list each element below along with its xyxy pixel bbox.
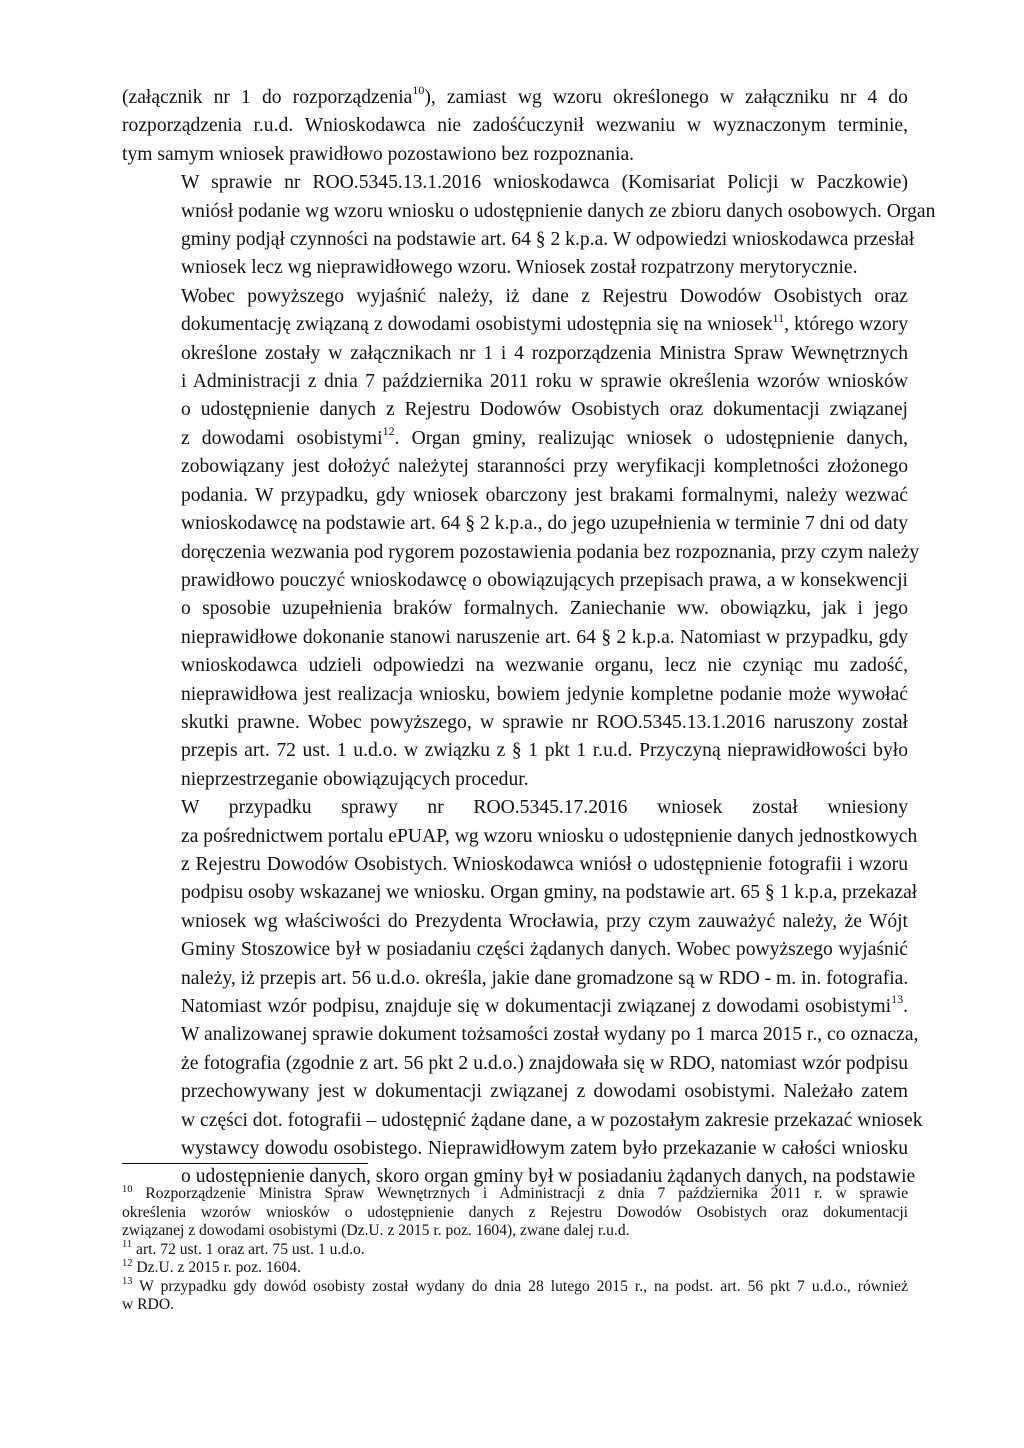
text-segment: wystawcy dowodu osobistego. Nieprawidłowym zatem było przekazanie w całości wniosku <box>181 1138 908 1160</box>
text-segment: Natomiast wzór podpisu, znajduje się w dokumentacji związanej z dowodami osobistymi <box>181 996 892 1017</box>
text-line <box>122 1107 923 1135</box>
text-line <box>122 283 908 311</box>
text-line <box>122 425 908 453</box>
footnote-number: 11 <box>122 1239 133 1251</box>
document-body <box>122 83 936 1192</box>
footnote-line <box>122 1222 908 1241</box>
text-line <box>122 823 918 851</box>
text-segment: że fotografia (zgodnie z art. 56 pkt 2 u.d.o.) znajdowała się w RDO, natomiast wzór podpisu <box>181 1052 908 1074</box>
footnote-line <box>122 1241 908 1260</box>
text-line <box>122 368 908 396</box>
footnote-text: związanej z dowodami osobistymi (Dz.U. z 2015 r. poz. 1604), zwane dalej r.u.d. <box>122 1222 630 1239</box>
text-segment: zobowiązany jest dołożyć należytej staranności przy weryfikacji kompletności złożonego <box>181 456 908 478</box>
text-line <box>122 169 908 197</box>
text-line <box>122 1050 908 1078</box>
footnote-text: w RDO. <box>122 1296 174 1313</box>
text-segment: wnioskodawca udzieli odpowiedzi na wezwanie organu, lecz nie czyniąc mu zadość, <box>181 655 908 677</box>
paragraph <box>122 794 923 1192</box>
footnote <box>122 1241 908 1260</box>
text-segment: nieprzestrzeganie obowiązujących procedur. <box>181 768 529 790</box>
text-line <box>122 396 908 424</box>
text-line <box>122 84 908 112</box>
text-line <box>122 311 908 339</box>
text-line <box>122 340 908 368</box>
footnote-number: 13 <box>122 1276 133 1288</box>
text-segment: ), zamiast wg wzoru określonego w załączniku nr 4 do <box>424 87 908 108</box>
text-segment: o udostępnienie danych, skoro organ gminy był w posiadaniu żądanych danych, na podstawie <box>181 1166 916 1188</box>
text-segment: skutki prawne. Wobec powyższego, w sprawie nr ROO.5345.13.1.2016 naruszony został <box>181 711 908 733</box>
text-segment: wnioskodawcę na podstawie art. 64 § 2 k.p.a., do jego uzupełnienia w terminie 7 dni od daty <box>181 513 908 535</box>
text-segment: (załącznik nr 1 do rozporządzenia <box>122 87 413 108</box>
footnote-ref: 13 <box>891 992 904 1007</box>
text-segment: W przypadku sprawy nr ROO.5345.17.2016 wniosek został wniesiony <box>181 797 908 819</box>
text-segment: przepis art. 72 ust. 1 u.d.o. w związku z § 1 pkt 1 r.u.d. Przyczyną nieprawidłowości było <box>181 740 908 762</box>
text-segment: wniosek wg właściwości do Prezydenta Wrocławia, przy czym zauważyć należy, że Wójt <box>181 910 908 932</box>
text-line <box>122 652 908 680</box>
text-segment: o sposobie uzupełnienia braków formalnych. Zaniechanie ww. obowiązku, jak i jego <box>181 598 908 620</box>
paragraph <box>122 84 908 169</box>
text-segment: w części dot. fotografii – udostępnić żądane dane, a w pozostałym zakresie przekazać wniosek <box>181 1109 923 1131</box>
footnote-text: Dz.U. z 2015 r. poz. 1604. <box>132 1259 301 1276</box>
text-segment: i Administracji z dnia 7 października 2011 roku w sprawie określenia wzorów wniosków <box>181 371 908 393</box>
footnote-ref: 12 <box>382 424 395 439</box>
footnote-line <box>122 1278 908 1297</box>
text-segment: doręczenia wezwania pod rygorem pozostawienia podania bez rozpoznania, przy czym należy <box>181 541 920 563</box>
text-line <box>122 198 936 226</box>
text-segment: nieprawidłowe dokonanie stanowi naruszenie art. 64 § 2 k.p.a. Natomiast w przypadku, gdy <box>181 626 908 648</box>
text-segment: prawidłowo pouczyć wnioskodawcę o obowiązujących przepisach prawa, a w konsekwencji <box>181 569 908 591</box>
text-segment: wniosek lecz wg nieprawidłowego wzoru. Wniosek został rozpatrzony merytorycznie. <box>181 257 858 279</box>
text-segment: tym samym wniosek prawidłowo pozostawiono bez rozpoznania. <box>122 143 635 165</box>
text-line <box>122 510 908 538</box>
text-line <box>122 1078 908 1106</box>
text-segment: określone zostały w załącznikach nr 1 i 4 rozporządzenia Ministra Spraw Wewnętrznych <box>181 342 908 364</box>
text-segment: wniósł podanie wg wzoru wniosku o udostępnienie danych ze zbioru danych osobowych. Organ <box>181 200 936 222</box>
footnote-line <box>122 1296 908 1315</box>
text-line <box>122 794 908 822</box>
footnote-text: art. 72 ust. 1 oraz art. 75 ust. 1 u.d.o. <box>132 1240 365 1258</box>
text-line <box>122 539 920 567</box>
footnote-line <box>122 1259 908 1278</box>
text-line <box>122 681 908 709</box>
text-line <box>122 908 908 936</box>
text-segment: z dowodami osobistymi <box>181 427 383 449</box>
text-line <box>122 709 908 737</box>
footnote-number: 10 <box>122 1183 133 1195</box>
text-segment: należy, iż przepis art. 56 u.d.o. określa, jakie dane gromadzone są w RDO - m. in. fotografia. <box>181 967 909 989</box>
text-line <box>122 254 908 282</box>
text-segment: gminy podjął czynności na podstawie art. 64 § 2 k.p.a. W odpowiedzi wnioskodawca przesłał <box>181 229 915 251</box>
footnote-text: W przypadku gdy dowód osobisty został wydany do dnia 28 lutego 2015 r., na podst. art. 56 pkt 7 u.d.o., również <box>132 1277 908 1295</box>
text-line <box>122 737 908 765</box>
footnote-number: 12 <box>122 1257 133 1269</box>
text-line <box>122 1021 919 1049</box>
text-segment: podpisu osoby wskazanej we wniosku. Organ gminy, na podstawie art. 65 § 1 k.p.a, przekazał <box>181 882 918 904</box>
text-segment: dokumentację związaną z dowodami osobistymi udostępnia się na wniosek <box>181 314 773 336</box>
text-line <box>122 965 908 993</box>
text-line <box>122 482 908 510</box>
text-segment: Wobec powyższego wyjaśnić należy, iż dane z Rejestru Dowodów Osobistych oraz <box>181 285 908 307</box>
footnote-line <box>122 1185 908 1204</box>
text-line <box>122 453 908 481</box>
text-line <box>122 624 908 652</box>
text-segment: podania. W przypadku, gdy wniosek obarczony jest brakami formalnymi, należy wezwać <box>181 484 908 506</box>
text-segment: , którego wzory <box>784 314 909 336</box>
text-line <box>122 879 918 907</box>
text-segment: nieprawidłowa jest realizacja wniosku, bowiem jedynie kompletne podanie może wywołać <box>181 683 908 705</box>
text-line <box>122 936 908 964</box>
footnote <box>122 1278 908 1315</box>
text-segment: . <box>903 996 908 1017</box>
text-segment: o udostępnienie danych z Rejestru Dodowów Osobistych oraz dokumentacji związanej <box>181 399 908 421</box>
text-line <box>122 226 915 254</box>
text-segment: przechowywany jest w dokumentacji związanej z dowodami osobistymi. Należało zatem <box>181 1081 908 1103</box>
text-line <box>122 595 908 623</box>
text-segment: z Rejestru Dowodów Osobistych. Wnioskodawca wniósł o udostępnienie fotografii i wzoru <box>181 853 908 875</box>
text-line <box>122 567 908 595</box>
text-segment: . Organ gminy, realizując wniosek o udostępnienie danych, <box>394 427 908 449</box>
text-line <box>122 112 908 140</box>
footnotes <box>122 1185 908 1315</box>
text-segment: za pośrednictwem portalu ePUAP, wg wzoru wniosku o udostępnienie danych jednostkowych <box>181 825 918 847</box>
footnote-ref: 11 <box>772 310 785 325</box>
text-line <box>122 141 908 169</box>
document-page <box>122 83 936 1192</box>
footnote <box>122 1185 908 1241</box>
footnote-text: Rozporządzenie Ministra Spraw Wewnętrznych i Administracji z dnia 7 października 2011 r. w sprawie <box>132 1185 908 1202</box>
text-segment: W sprawie nr ROO.5345.13.1.2016 wnioskodawca (Komisariat Policji w Paczkowie) <box>181 172 908 194</box>
paragraph <box>122 169 936 283</box>
footnote <box>122 1259 908 1278</box>
text-segment: rozporządzenia r.u.d. Wnioskodawca nie zadośćuczynił wezwaniu w wyznaczonym terminie, <box>122 115 908 137</box>
paragraph <box>122 283 920 794</box>
footnote-ref: 10 <box>412 83 425 98</box>
text-line <box>122 851 908 879</box>
footnote-line <box>122 1204 908 1223</box>
text-line <box>122 993 908 1021</box>
footnote-separator <box>122 1163 368 1164</box>
footnote-text: określenia wzorów wniosków o udostępnienie danych z Rejestru Dowodów Osobistych oraz dokumentacji <box>122 1203 908 1221</box>
text-segment: W analizowanej sprawie dokument tożsamości został wydany po 1 marca 2015 r., co oznacza, <box>181 1024 919 1046</box>
text-segment: Gminy Stoszowice był w posiadaniu części żądanych danych. Wobec powyższego wyjaśnić <box>181 939 908 961</box>
text-line <box>122 1135 908 1163</box>
text-line <box>122 766 908 794</box>
